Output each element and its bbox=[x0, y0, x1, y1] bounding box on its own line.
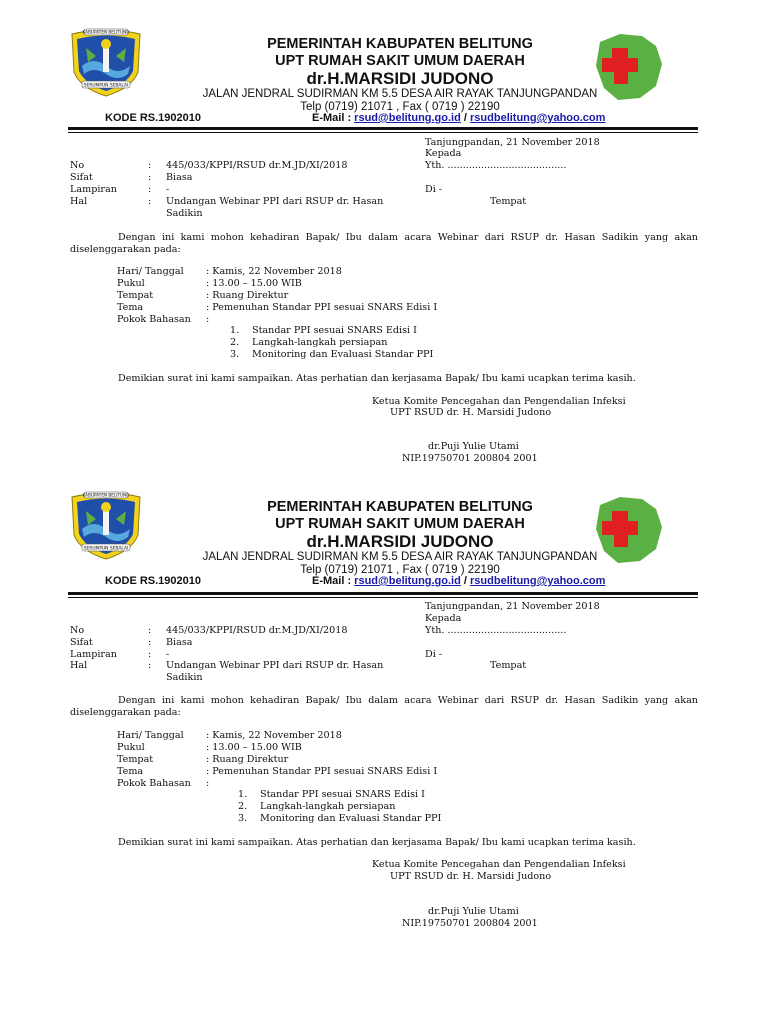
header-government: PEMERINTAH KABUPATEN BELITUNG bbox=[267, 499, 533, 515]
header-hospital-name: dr.H.MARSIDI JUDONO bbox=[306, 69, 494, 88]
meta-sep-lampiran: : bbox=[148, 649, 152, 660]
logo-motto: SERUMPUN SEBALAI bbox=[83, 83, 129, 89]
detail-value-theme: : Pemenuhan Standar PPI sesuai SNARS Edisi I bbox=[206, 302, 438, 313]
recipient-tempat: Tempat bbox=[490, 196, 527, 207]
email-link-2[interactable]: rsudbelitung@yahoo.com bbox=[470, 575, 606, 587]
belitung-regency-logo-icon bbox=[66, 489, 146, 561]
place-date: Tanjungpandan, 21 November 2018 bbox=[425, 137, 600, 148]
header-phone: Telp (0719) 21071 , Fax ( 0719 ) 22190 bbox=[300, 564, 500, 576]
detail-value-topics: : bbox=[206, 778, 210, 789]
header-address: JALAN JENDRAL SUDIRMAN KM 5.5 DESA AIR RAYAK TANJUNGPANDAN bbox=[202, 88, 598, 100]
closing-text: Demikian surat ini kami sampaikan. Atas perhatian dan kerjasama Bapak/ Ibu kami ucapkan terima kasih. bbox=[118, 837, 636, 848]
intro-line-1: Dengan ini kami mohon kehadiran Bapak/ Ibu dalam acara Webinar dari RSUP dr. Hasan Sadikin yang akan bbox=[118, 232, 698, 243]
header-rule-thick bbox=[68, 592, 698, 595]
meta-value-hal-cont: Sadikin bbox=[166, 208, 203, 219]
topics-list bbox=[230, 325, 433, 361]
signer-nip: NIP.19750701 200804 2001 bbox=[402, 918, 538, 929]
detail-value-theme: : Pemenuhan Standar PPI sesuai SNARS Edisi I bbox=[206, 766, 438, 777]
intro-line-1: Dengan ini kami mohon kehadiran Bapak/ Ibu dalam acara Webinar dari RSUP dr. Hasan Sadikin yang akan bbox=[118, 695, 698, 706]
meta-sep-no: : bbox=[148, 625, 152, 636]
detail-label-topics: Pokok Bahasan bbox=[117, 778, 191, 789]
signer-name: dr.Puji Yulie Utami bbox=[428, 906, 519, 917]
list-item: 2. Langkah-langkah persiapan bbox=[230, 337, 388, 348]
belitung-regency-logo-icon bbox=[66, 26, 146, 98]
signer-title-1: Ketua Komite Pencegahan dan Pengendalian Infeksi bbox=[372, 396, 626, 407]
logo-caption: KABUPATEN BELITUNG bbox=[82, 492, 130, 498]
detail-value-place: : Ruang Direktur bbox=[206, 290, 289, 301]
detail-label-theme: Tema bbox=[117, 766, 144, 777]
recipient-kepada: Kepada bbox=[425, 613, 462, 624]
meta-sep-hal: : bbox=[148, 660, 152, 671]
meta-sep-sifat: : bbox=[148, 637, 152, 648]
detail-label-place: Tempat bbox=[117, 290, 154, 301]
meta-label-sifat: Sifat bbox=[70, 172, 93, 183]
logo-caption: KABUPATEN BELITUNG bbox=[82, 29, 130, 35]
header-hospital-type: UPT RUMAH SAKIT UMUM DAERAH bbox=[275, 53, 525, 69]
topics-list bbox=[238, 789, 441, 825]
meta-value-lampiran: - bbox=[166, 184, 170, 195]
meta-label-hal: Hal bbox=[70, 196, 88, 207]
detail-label-date: Hari/ Tanggal bbox=[117, 730, 184, 741]
closing-text: Demikian surat ini kami sampaikan. Atas perhatian dan kerjasama Bapak/ Ibu kami ucapkan terima kasih. bbox=[118, 373, 636, 384]
header-address: JALAN JENDRAL SUDIRMAN KM 5.5 DESA AIR RAYAK TANJUNGPANDAN bbox=[202, 551, 598, 563]
header-hospital-type: UPT RUMAH SAKIT UMUM DAERAH bbox=[275, 516, 525, 532]
signer-name: dr.Puji Yulie Utami bbox=[428, 441, 519, 452]
header-email bbox=[312, 575, 605, 587]
meta-value-lampiran: - bbox=[166, 649, 170, 660]
meta-value-sifat: Biasa bbox=[166, 172, 193, 183]
meta-label-hal: Hal bbox=[70, 660, 88, 671]
header-phone: Telp (0719) 21071 , Fax ( 0719 ) 22190 bbox=[300, 101, 500, 113]
list-item: 1. Standar PPI sesuai SNARS Edisi I bbox=[230, 325, 417, 336]
meta-label-no: No bbox=[70, 625, 85, 636]
header-kode: KODE RS.1902010 bbox=[105, 575, 201, 587]
email-separator: / bbox=[460, 112, 471, 124]
intro-line-2: diselenggarakan pada: bbox=[70, 707, 181, 718]
meta-sep-no: : bbox=[148, 160, 152, 171]
hospital-cross-logo-icon bbox=[590, 28, 668, 106]
place-date: Tanjungpandan, 21 November 2018 bbox=[425, 601, 600, 612]
signer-nip: NIP.19750701 200804 2001 bbox=[402, 453, 538, 464]
signer-title-2: UPT RSUD dr. H. Marsidi Judono bbox=[390, 407, 552, 418]
header-kode: KODE RS.1902010 bbox=[105, 112, 201, 124]
recipient-yth: Yth. ....................................... bbox=[425, 160, 567, 171]
meta-value-no: 445/033/KPPI/RSUD dr.M.JD/XI/2018 bbox=[166, 625, 348, 636]
detail-label-time: Pukul bbox=[117, 278, 145, 289]
detail-value-time: : 13.00 – 15.00 WIB bbox=[206, 278, 302, 289]
header-rule-thick bbox=[68, 127, 698, 130]
list-item: 3. Monitoring dan Evaluasi Standar PPI bbox=[238, 813, 442, 824]
header-rule-thin bbox=[68, 597, 698, 598]
signer-title-2: UPT RSUD dr. H. Marsidi Judono bbox=[390, 871, 552, 882]
logo-motto: SERUMPUN SEBALAI bbox=[83, 546, 129, 552]
meta-sep-lampiran: : bbox=[148, 184, 152, 195]
recipient-kepada: Kepada bbox=[425, 148, 462, 159]
email-separator: / bbox=[460, 575, 471, 587]
recipient-yth: Yth. ....................................... bbox=[425, 625, 567, 636]
hospital-cross-logo-icon bbox=[590, 491, 668, 569]
detail-value-date: : Kamis, 22 November 2018 bbox=[206, 266, 342, 277]
meta-label-sifat: Sifat bbox=[70, 637, 93, 648]
list-item: 1. Standar PPI sesuai SNARS Edisi I bbox=[238, 789, 425, 800]
detail-label-place: Tempat bbox=[117, 754, 154, 765]
header-government: PEMERINTAH KABUPATEN BELITUNG bbox=[267, 36, 533, 52]
signer-title-1: Ketua Komite Pencegahan dan Pengendalian Infeksi bbox=[372, 859, 626, 870]
header-rule-thin bbox=[68, 132, 698, 133]
detail-value-place: : Ruang Direktur bbox=[206, 754, 289, 765]
meta-label-no: No bbox=[70, 160, 85, 171]
list-item: 2. Langkah-langkah persiapan bbox=[238, 801, 396, 812]
header-hospital-name: dr.H.MARSIDI JUDONO bbox=[306, 532, 494, 551]
list-item: 3. Monitoring dan Evaluasi Standar PPI bbox=[230, 349, 434, 360]
detail-label-theme: Tema bbox=[117, 302, 144, 313]
meta-label-lampiran: Lampiran bbox=[70, 184, 117, 195]
email-label: E-Mail : bbox=[312, 575, 355, 587]
email-link-1[interactable]: rsud@belitung.go.id bbox=[354, 575, 461, 587]
meta-value-hal-cont: Sadikin bbox=[166, 672, 203, 683]
recipient-di: Di - bbox=[425, 649, 443, 660]
meta-sep-sifat: : bbox=[148, 172, 152, 183]
letter-2 bbox=[0, 463, 768, 929]
letter-1 bbox=[0, 0, 768, 462]
recipient-di: Di - bbox=[425, 184, 443, 195]
detail-value-time: : 13.00 – 15.00 WIB bbox=[206, 742, 302, 753]
meta-value-no: 445/033/KPPI/RSUD dr.M.JD/XI/2018 bbox=[166, 160, 348, 171]
detail-label-time: Pukul bbox=[117, 742, 145, 753]
email-label: E-Mail : bbox=[312, 112, 355, 124]
detail-label-topics: Pokok Bahasan bbox=[117, 314, 191, 325]
email-link-1[interactable]: rsud@belitung.go.id bbox=[354, 112, 461, 124]
meta-value-sifat: Biasa bbox=[166, 637, 193, 648]
meta-value-hal: Undangan Webinar PPI dari RSUP dr. Hasan bbox=[166, 660, 384, 671]
meta-sep-hal: : bbox=[148, 196, 152, 207]
detail-value-date: : Kamis, 22 November 2018 bbox=[206, 730, 342, 741]
intro-line-2: diselenggarakan pada: bbox=[70, 244, 181, 255]
header-email bbox=[312, 112, 605, 124]
meta-value-hal: Undangan Webinar PPI dari RSUP dr. Hasan bbox=[166, 196, 384, 207]
email-link-2[interactable]: rsudbelitung@yahoo.com bbox=[470, 112, 606, 124]
detail-label-date: Hari/ Tanggal bbox=[117, 266, 184, 277]
recipient-tempat: Tempat bbox=[490, 660, 527, 671]
detail-value-topics: : bbox=[206, 314, 210, 325]
meta-label-lampiran: Lampiran bbox=[70, 649, 117, 660]
